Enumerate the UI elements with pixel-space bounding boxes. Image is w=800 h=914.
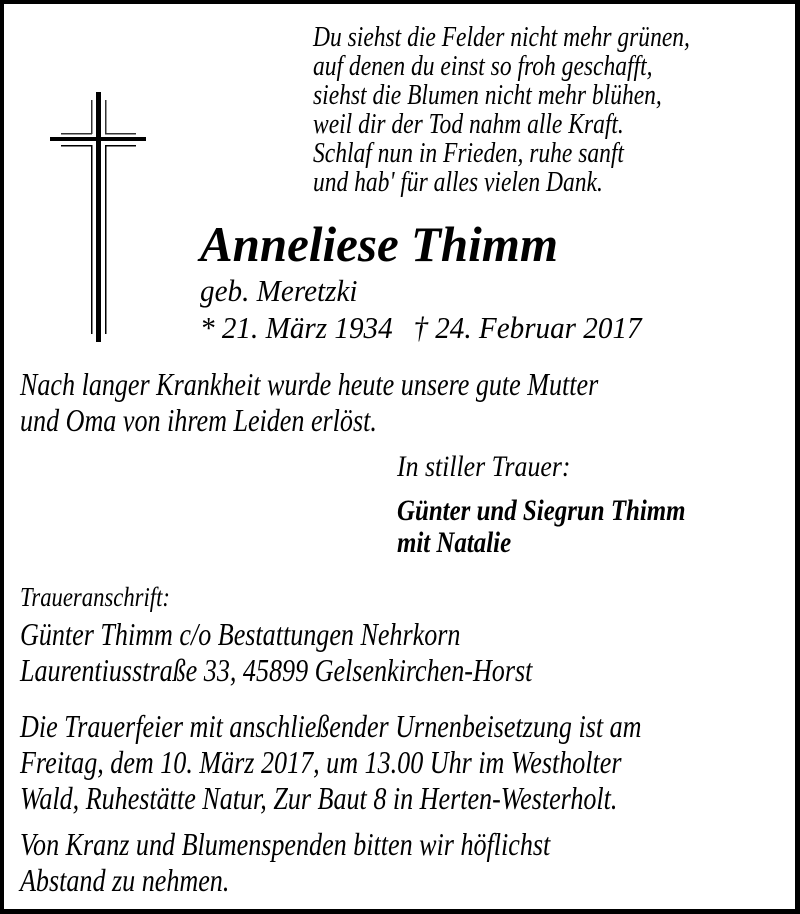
address-line: Laurentiusstraße 33, 45899 Gelsenkirchen-Horst bbox=[20, 652, 533, 688]
maiden-name: geb. Meretzki bbox=[200, 273, 358, 308]
ceremony-line: Freitag, dem 10. März 2017, um 13.00 Uhr im Westholter bbox=[20, 744, 622, 780]
closing-line: Abstand zu nehmen. bbox=[20, 862, 230, 898]
announcement-line: Nach langer Krankheit wurde heute unsere gute Mutter bbox=[20, 366, 599, 402]
poem-line: weil dir der Tod nahm alle Kraft. bbox=[313, 109, 624, 140]
poem-line: und hab' für alles vielen Dank. bbox=[313, 167, 603, 198]
life-dates bbox=[200, 312, 642, 343]
mourners-label: In stiller Trauer: bbox=[397, 450, 571, 483]
ceremony-line: Die Trauerfeier mit anschließender Urnenbeisetzung ist am bbox=[20, 708, 642, 744]
poem-line: siehst die Blumen nicht mehr blühen, bbox=[313, 80, 662, 111]
birth-date: * 21. März 1934 bbox=[200, 310, 393, 345]
deceased-name: Anneliese Thimm bbox=[200, 216, 559, 272]
poem-line: auf denen du einst so froh geschafft, bbox=[313, 51, 653, 82]
death-date: † 24. Februar 2017 bbox=[413, 310, 642, 345]
ceremony-line: Wald, Ruhestätte Natur, Zur Baut 8 in Herten-Westerholt. bbox=[20, 780, 618, 816]
mourner-names: mit Natalie bbox=[397, 526, 512, 559]
poem-line: Du siehst die Felder nicht mehr grünen, bbox=[313, 22, 690, 53]
closing-line: Von Kranz und Blumenspenden bitten wir höflichst bbox=[20, 826, 551, 862]
poem-line: Schlaf nun in Frieden, ruhe sanft bbox=[313, 138, 624, 169]
address-line: Günter Thimm c/o Bestattungen Nehrkorn bbox=[20, 616, 461, 652]
mourner-names: Günter und Siegrun Thimm bbox=[397, 494, 686, 527]
cross-icon bbox=[48, 90, 148, 345]
address-label: Traueranschrift: bbox=[20, 582, 170, 612]
announcement-line: und Oma von ihrem Leiden erlöst. bbox=[20, 402, 377, 438]
